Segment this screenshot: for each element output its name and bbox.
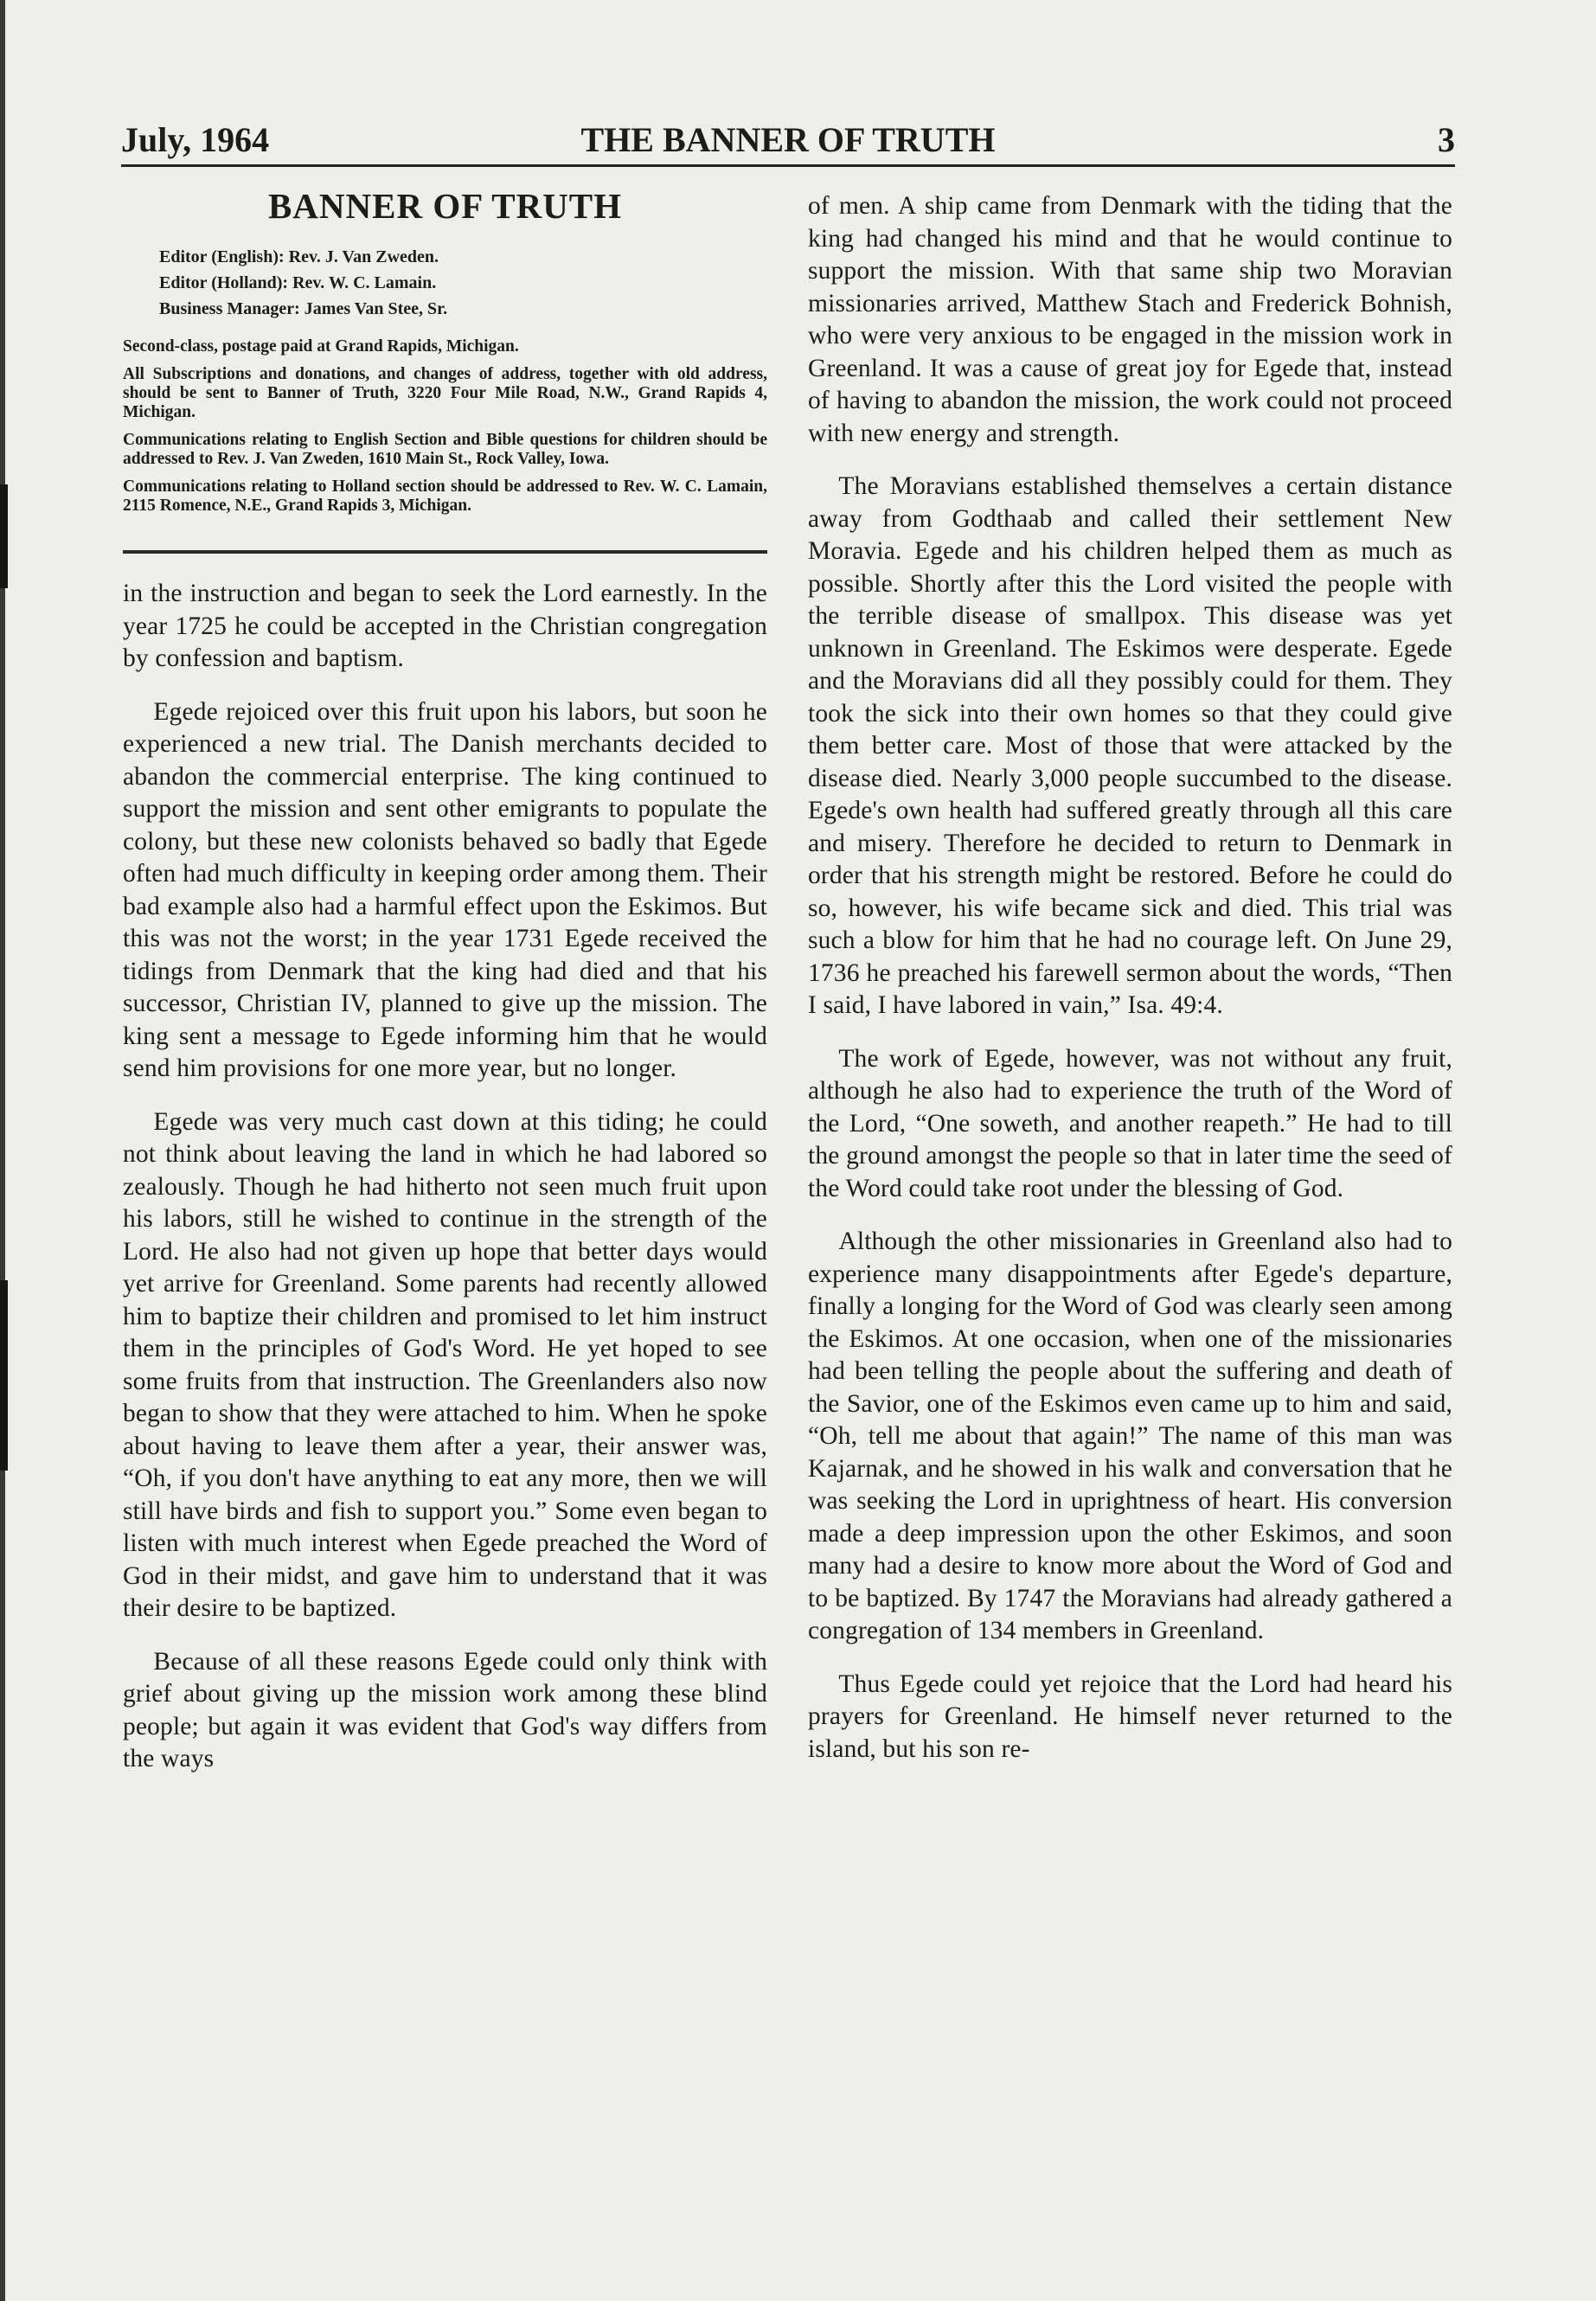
issue-date: July, 1964 (121, 120, 270, 159)
staff-line: Editor (Holland): Rev. W. C. Lamain. (159, 273, 437, 292)
masthead-title: BANNER OF TRUTH (267, 186, 623, 226)
publication-title: THE BANNER OF TRUTH (580, 120, 996, 159)
staff-line: Editor (English): Rev. J. Van Zweden. (159, 247, 439, 266)
page-header (121, 119, 1455, 167)
page-number: 3 (1438, 120, 1455, 159)
scan-margin-mark (0, 1280, 8, 1471)
page-scan-edge (0, 0, 5, 2301)
article-paragraph: of men. A ship came from Denmark with the tiding that the king had changed his mind and that he would continue to support the mission. With that same ship two Moravian missionaries arrived, Matthew Stach and Frederick Bohnish, who were very anxious to be engaged in the mission work in Greenland. It was a cause of great joy for Egede that, instead of having to abandon the mission, the work could not proceed with new energy and strength. (808, 192, 1452, 447)
article-paragraph: Although the other missionaries in Greenland also had to experience many disappointments after Egede's departure, finally a longing for the Word of God was clearly seen among the Eskimos. At one occasion, when one of the missionaries had been telling the people about the suffering and death of the Savior, one of the Eskimos even came up to him and said, “Oh, tell me about that again!” The name of this man was Kajarnak, and he showed in his walk and conversation that he was seeking the Lord in uprightness of heart. His conversion made a deep impression upon the other Eskimos, and soon many had a desire to know more about the Word of God and to be baptized. By 1747 the Moravians had already gathered a congregation of 134 members in Greenland. (808, 1227, 1452, 1644)
staff-line: Business Manager: James Van Stee, Sr. (159, 299, 448, 318)
article-paragraph: The work of Egede, however, was not without any fruit, although he also had to experience the truth of the Word of the Lord, “One soweth, and another reapeth.” He had to till the ground amongst the people so that in later time the seed of the Word could take root under the blessing of God. (808, 1044, 1452, 1202)
masthead (123, 185, 767, 554)
article-paragraph: Egede rejoiced over this fruit upon his labors, but soon he experienced a new trial. The Danish merchants decided to abandon the commercial enterprise. The king continued to support the mission and sent other emigrants to populate the colony, but these new colonists behaved so badly that Egede often had much difficulty in keeping order among them. Their bad example also had a harmful effect upon the Eskimos. But this was not the worst; in the year 1731 Egede received the tidings from Denmark that the king had died and that his successor, Christian IV, planned to give up the mission. The king sent a message to Egede informing him that he would send him provisions for one more year, but no longer. (123, 697, 767, 1082)
masthead-note: Communications relating to Holland section should be addressed to Rev. W. C. Lamain, 2115 Romence, N.E., Grand Rapids 3, Michigan. (123, 478, 767, 515)
left-column (123, 178, 767, 1776)
masthead-staff (159, 244, 767, 322)
article-paragraph: Because of all these reasons Egede could only think with grief about giving up the mission work among these blind people; but again it was evident that God's way differs from the ways (123, 1647, 767, 1772)
article-paragraph: Egede was very much cast down at this tiding; he could not think about leaving the land in which he had labored so zealously. Though he had hitherto not seen much fruit upon his labors, still he wished to continue in the strength of the Lord. He also had not given up hope that better days would yet arrive for Greenland. Some parents had recently allowed him to baptize their children and promised to let him instruct them in the principles of God's Word. He yet hoped to see some fruits from that instruction. The Greenlanders also now began to show that they were attached to him. When he spoke about having to leave them after a year, their answer was, “Oh, if you don't have anything to eat any more, then we will still have birds and fish to support you.” Some even began to listen with much interest when Egede preached the Word of God in their midst, and gave him to understand that it was their desire to be baptized. (123, 1107, 767, 1622)
masthead-note: Second-class, postage paid at Grand Rapids, Michigan. (123, 337, 519, 356)
article-paragraph: in the instruction and began to seek the Lord earnestly. In the year 1725 he could be accepted in the Christian congregation by confession and baptism. (123, 580, 767, 672)
right-column (808, 190, 1452, 1766)
masthead-divider (123, 550, 767, 554)
scan-margin-mark (0, 484, 8, 588)
masthead-note: All Subscriptions and donations, and changes of address, together with old address, should be sent to Banner of Truth, 3220 Four Mile Road, N.W., Grand Rapids 4, Michigan. (123, 365, 767, 421)
article-paragraph: Thus Egede could yet rejoice that the Lord had heard his prayers for Greenland. He himself never returned to the island, but his son re- (808, 1670, 1452, 1763)
masthead-note: Communications relating to English Section and Bible questions for children should be addressed to Rev. J. Van Zweden, 1610 Main St., Rock Valley, Iowa. (123, 431, 767, 468)
article-paragraph: The Moravians established themselves a certain distance away from Godthaab and called their settlement New Moravia. Egede and his children helped them as much as possible. Shortly after this the Lord visited the people with the terrible disease of smallpox. This disease was yet unknown in Greenland. The Eskimos were desperate. Egede and the Moravians did all they possibly could for them. They took the sick into their own homes so that they could give them better care. Most of those that were attacked by the disease died. Nearly 3,000 people succumbed to the disease. Egede's own health had suffered greatly through all this care and misery. Therefore he decided to return to Denmark in order that his strength might be restored. Before he could do so, however, his wife became sick and died. This trial was such a blow for him that he had no courage left. On June 29, 1736 he preached his farewell sermon about the words, “Then I said, I have labored in vain,” Isa. 49:4. (808, 472, 1452, 1019)
